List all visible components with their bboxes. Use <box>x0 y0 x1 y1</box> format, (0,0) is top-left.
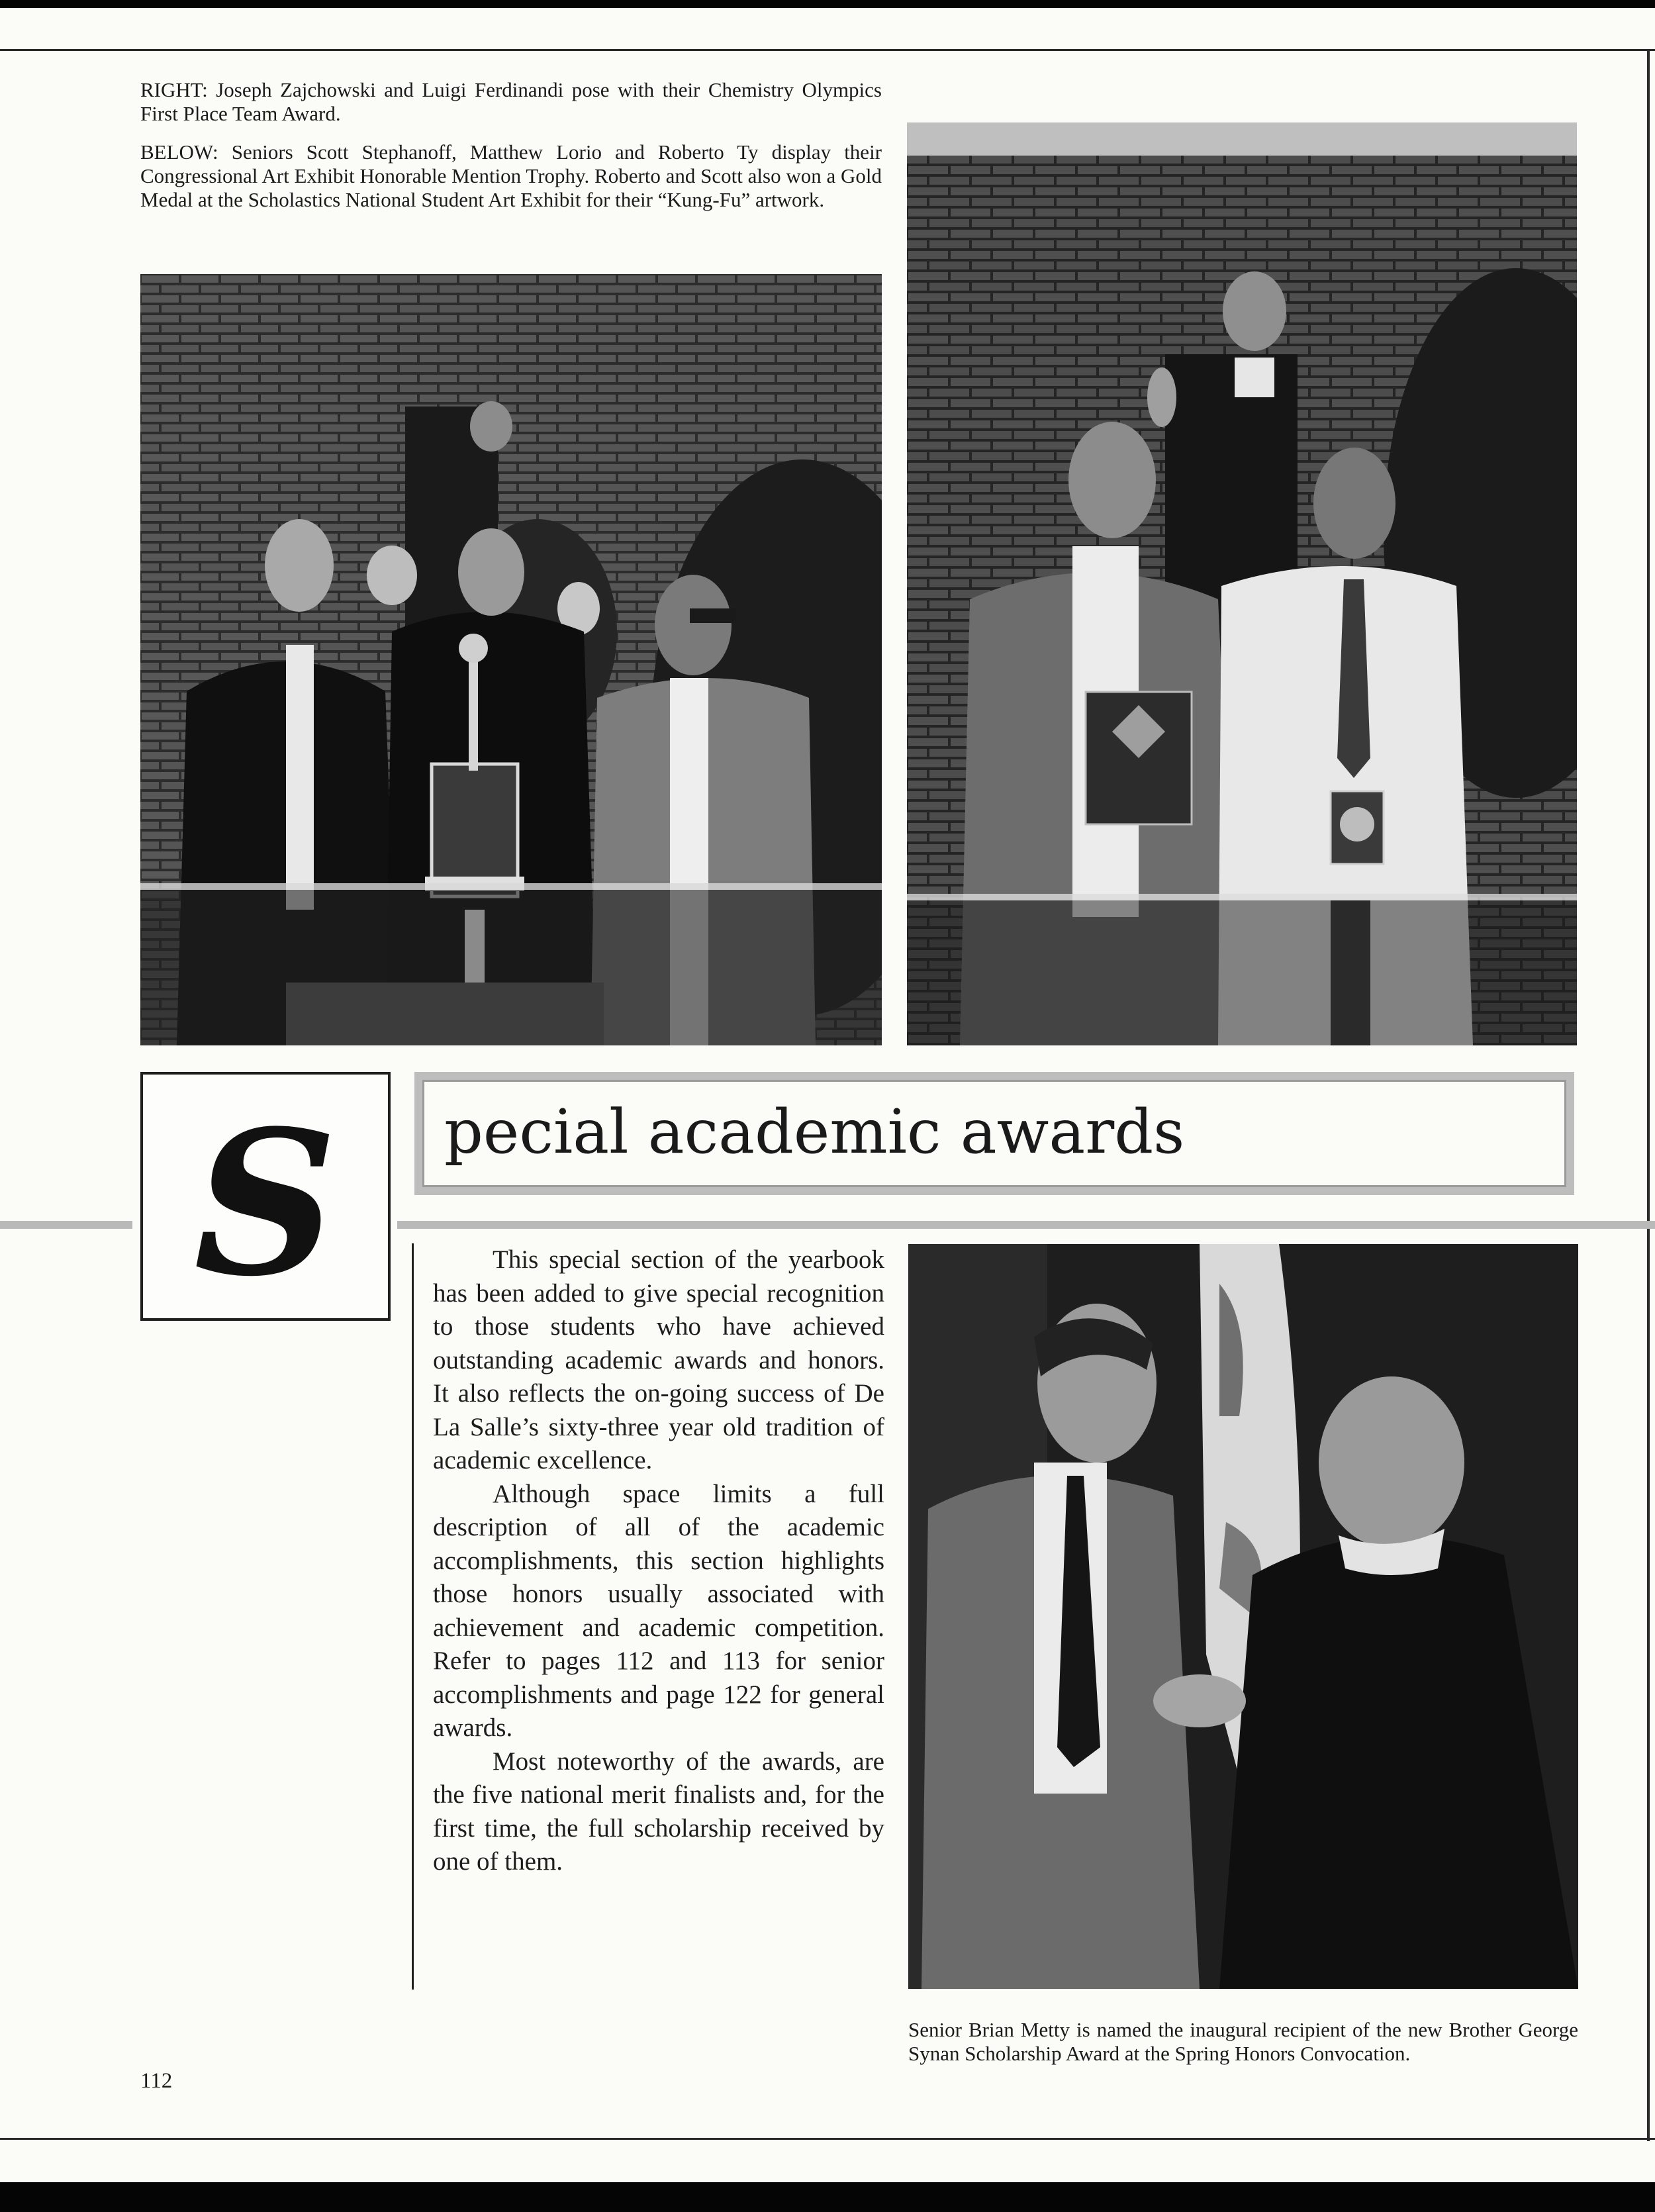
right-title-band <box>397 1221 1655 1229</box>
bottom-rule <box>0 2138 1655 2140</box>
column-rule <box>412 1243 414 1990</box>
left-title-band <box>0 1221 132 1229</box>
scholarship-handshake-photo <box>908 1244 1578 1989</box>
caption-bottom-photo: Senior Brian Metty is named the inaugural recipient of the new Brother George Synan Scholarship Award at the Spring Honors Convocation. <box>908 2018 1578 2065</box>
photo-captions <box>140 78 882 212</box>
caption-right-photo: RIGHT: Joseph Zajchowski and Luigi Ferdinandi pose with their Chemistry Olympics First Place Team Award. <box>140 78 882 125</box>
section-title: pecial academic awards <box>422 1080 1566 1187</box>
body-paragraph-3: Most noteworthy of the awards, are the five national merit finalists and, for the first time, the full scholarship received by one of them. <box>433 1747 884 1876</box>
top-rule <box>0 49 1655 51</box>
bottom-border <box>0 2182 1655 2212</box>
intro-text <box>433 1243 884 1879</box>
section-title-frame <box>414 1072 1574 1195</box>
drop-cap-box <box>140 1072 391 1321</box>
caption-below-photo: BELOW: Seniors Scott Stephanoff, Matthew Lorio and Roberto Ty display their Congressional Art Exhibit Honorable Mention Trophy. Roberto and Scott also won a Gold Medal at the Scholastics National Student Art Exhibit for their “Kung-Fu” artwork. <box>140 140 882 211</box>
trophy-group-photo <box>140 274 882 1045</box>
page-number: 112 <box>140 2069 173 2093</box>
top-border <box>0 0 1655 8</box>
body-paragraph-1: This special section of the yearbook has been added to give special recognition to those students who have achieved outstanding academic awards and honors. It also reflects the on-going success of De La Salle’s sixty-three year old tradition of academic excellence. <box>433 1245 884 1474</box>
right-page-edge <box>1647 49 1650 2141</box>
bottom-caption <box>908 2018 1578 2066</box>
chemistry-award-photo <box>907 122 1577 1045</box>
drop-cap-letter: S <box>193 1086 338 1318</box>
body-paragraph-2: Although space limits a full description of all of the academic accomplishments, this section highlights those honors usually associated with achievement and academic competition. Refer to pages 112 and 113 for senior accomplishments and page 122 for general awards. <box>433 1479 884 1742</box>
